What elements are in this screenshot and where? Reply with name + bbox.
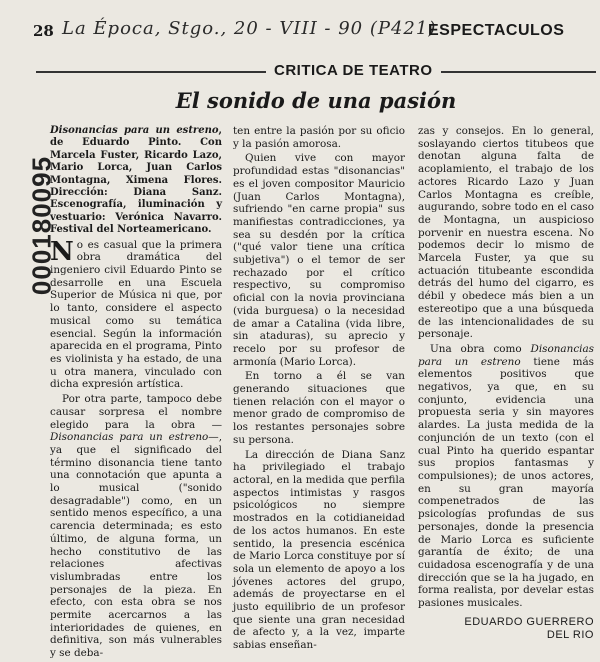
paragraph: En torno a él se van generando situaciones que tienen relación con el mayor o menor grado de compromiso de los restantes personajes sobre su persona.: [233, 370, 405, 446]
paragraph: Por otra parte, tampoco debe causar sorpresa el nombre elegido para la obra —Disonancias para un estreno—, ya que el significado del término disonancia tiene tanto una connotación que apunta a lo musical ("sonido desagradable") como, en un sentido menos específico, a una carencia determinada; es esto último, de alguna forma, un hecho constitutivo de las relaciones afectivas vislumbradas entre los personajes de la pieza. En efecto, con esta obra se nos permite acercarnos a las interioridades de quienes, en definitiva, son más vulnerables y se deba-: [50, 393, 222, 660]
credits-work-title: Disonancias para un estreno: [50, 125, 219, 136]
paragraph: Una obra como Disonancias para un estreno tiene más elementos positivos que negativos, ya que, en su conjunto, evidencia una propuesta seria y sin mayores alardes. La justa medida de la conjunción de un texto (con el cual Pinto ha querido espantar sus propios fantasmas y compulsiones); de unos actores, en su gran mayoría compenetrados de las psicologías profundas de sus personajes, donde la presencia de Mario Lorca es suficiente garantía de éxito; de una cuidadosa escenografía y de una dirección que se la ha jugado, en forma realista, por develar estas pasiones musicales.: [418, 342, 594, 610]
column-3: [418, 125, 594, 642]
handwritten-note: La Época, Stgo., 20 - VIII - 90 (P421): [62, 18, 437, 39]
section-banner: [36, 62, 596, 82]
credits: [50, 125, 222, 237]
banner-label: CRITICA DE TEATRO: [266, 62, 441, 79]
page-number: 28: [33, 22, 54, 40]
paragraph: No es casual que la primera obra dramática del ingeniero civil Eduardo Pinto se desarrolle en una Escuela Superior de Música ni que, por lo tanto, considere el aspecto musical como su temática esencial. Según la información aparecida en el programa, Pinto es violinista y ha estado, de una u otra manera, vinculado con dicha expresión artística.: [50, 236, 222, 391]
paragraph: Quien vive con mayor profundidad estas "disonancias" es el joven compositor Mauricio (Juan Carlos Montagna), sufriendo "en carne propia" sus manifiestas contradicciones, ya sea su desdén por la crítica ("qué valor tiene una crítica subjetiva") o el temor de ser rechazado por el crítico respectivo, su compromiso oficial con la novia provinciana (vida burguesa) o la necesidad de amar a Catalina (vida libre, sin ataduras), su aprecio y recelo por su profesor de armonía (Mario Lorca).: [233, 152, 405, 368]
article-title: El sonido de una pasión: [175, 88, 457, 113]
column-2: [233, 125, 405, 654]
drop-cap: N: [50, 236, 74, 267]
paragraph: ten entre la pasión por su oficio y la pasión amorosa.: [233, 125, 405, 150]
archive-stamp: 000180095: [26, 155, 57, 296]
paragraph: zas y consejos. En lo general, soslayando ciertos titubeos que denotan alguna falta de acoplamiento, el trabajo de los actores Ricardo Lazo y Juan Carlos Montagna es creíble, augurando, sobre todo en el caso de Montagna, un auspicioso porvenir en nuestra escena. No podemos decir lo mismo de Marcela Fuster, ya que su actuación titubeante escondida detrás del humo del cigarro, es débil y obedece más bien a un estereotipo que a una búsqueda de las intencionalidades de su personaje.: [418, 125, 594, 341]
section-name: ESPECTACULOS: [428, 22, 565, 39]
credits-details: , de Eduardo Pinto. Con Marcela Fuster, Ricardo Lazo, Mario Lorca, Juan Carlos Montagna, Ximena Flores. Dirección: Diana Sanz. Escenografía, iluminación y vestuario: Verónica Navarro. Festival del Norteamericano.: [50, 125, 222, 236]
column-1: [50, 125, 222, 662]
paragraph: La dirección de Diana Sanz ha privilegiado el trabajo actoral, en la medida que perfila aspectos intimistas y rasgos psicológicos no siempre mostrados en la cotidianeidad de los actos humanos. En este sentido, la presencia escénica de Mario Lorca constituye por sí sola un elemento de apoyo a los jóvenes actores del grupo, además de proyectarse en el justo equilibrio de un profesor que siente una gran necesidad de afecto y, a la vez, imparte sabias enseñan-: [233, 448, 405, 652]
author-byline: EDUARDO GUERRERO DEL RIO: [464, 615, 594, 641]
